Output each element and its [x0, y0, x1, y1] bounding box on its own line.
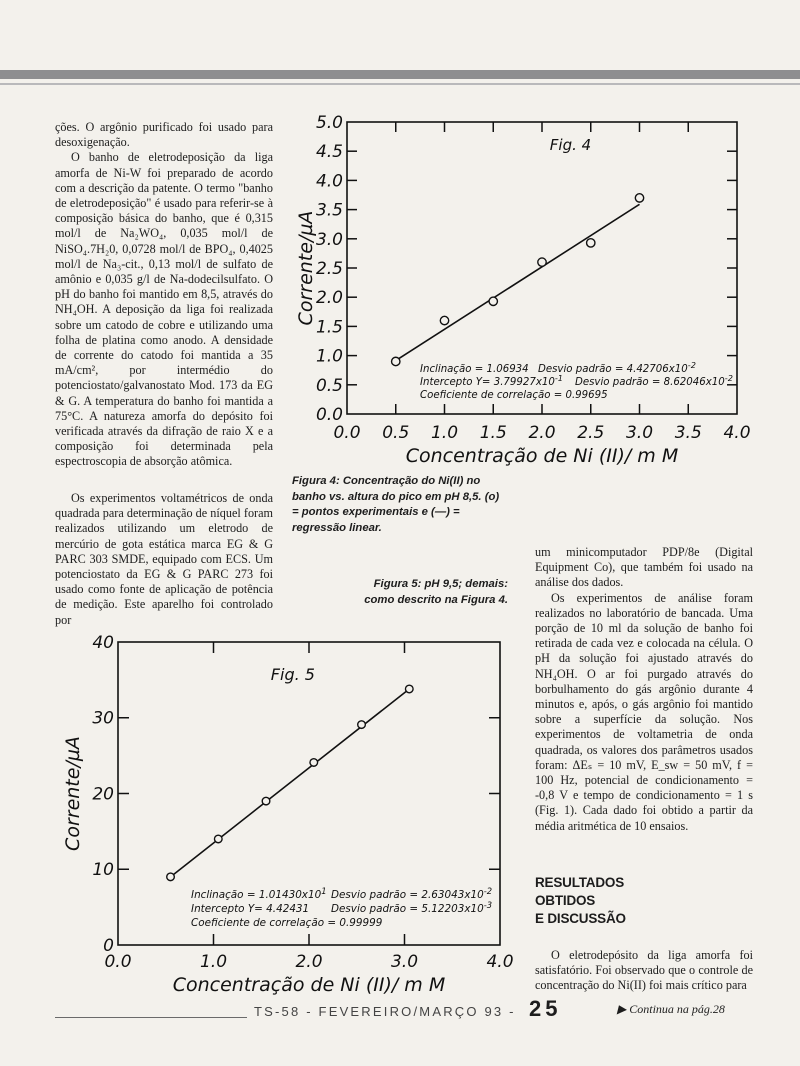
annotation-part: Coeficiente de correlação = 0.99999	[191, 917, 383, 929]
paragraph: Os experimentos voltamétricos de onda quadrada para determinação de níquel foram realizados utilizando um eletrodo de mercúrio de gota estática marca EG & G PARC 303 SMDE, equipado com ECS. Um potenciostato da EG & G PARC 273 foi usado como fonte de aplicação de potência de medição. Este aparelho foi controlado por	[55, 491, 273, 627]
annotation-part: -2	[687, 360, 696, 370]
annotation-part: Intercepto Y= 3.79927x10	[420, 377, 555, 388]
y-tick-label: 5.0	[315, 112, 343, 133]
paragraph: Os experimentos de análise foram realizados no laboratório de bancada. Uma porção de 10 ml da solução de banho foi retirada de cada vez e colocada na célula. O pH da solução foi ajustado através do NH₄OH. O ar foi purgado através do borbulhamento do gás argônio durante 4 minutos e, após, o gás argônio foi mantido sobre a superfície da solução. Nos experimentos de voltametria de onda quadrada, os valores dos parâmetros usados foram: ΔEₛ = 10 mV, E_sw = 50 mV, f = 100 Hz, potencial de condicionamento = -0,8 V e tempo de condicionamento = 1 s (Fig. 1). Cada dado foi obtido a partir da média aritmética de 10 ensaios.	[535, 590, 753, 833]
header-band	[0, 70, 800, 79]
chart-title: Fig. 4	[549, 136, 592, 154]
figure-5-caption: Figura 5: pH 9,5; demais: como descrito na Figura 4.	[364, 578, 508, 606]
x-tick-label: 3.0	[625, 423, 654, 443]
y-tick-label: 1.5	[315, 317, 343, 338]
data-point	[489, 297, 497, 305]
data-point	[262, 797, 270, 805]
paragraph: ções. O argônio purificado foi usado para desoxigenação.	[55, 120, 273, 150]
column-3-text	[535, 545, 753, 834]
y-tick-label: 4.5	[315, 142, 343, 163]
data-point	[392, 357, 400, 365]
column-1-text-continued	[55, 491, 273, 628]
y-tick-label: 2.0	[315, 288, 343, 309]
x-tick-label: 3.5	[674, 423, 702, 443]
paragraph: O eletrodepósito da liga amorfa foi satisfatório. Foi observado que o controle de concentração do Ni(II) foi mais crítico para	[535, 948, 753, 993]
y-tick-label: 10	[92, 860, 114, 881]
data-point	[635, 194, 643, 202]
annotation-part: Desvio padrão = 8.62046x10	[575, 377, 725, 388]
column-1-text	[55, 120, 273, 470]
x-tick-label: 2.5	[577, 423, 605, 443]
annotation-part: -3	[483, 900, 493, 910]
continued-link[interactable]: ▶ Continua na pág.28	[617, 1002, 725, 1016]
regression-annotation	[420, 373, 733, 388]
annotation-part: 1	[321, 886, 327, 896]
regression-line	[396, 204, 640, 360]
figure-5-chart	[55, 630, 525, 998]
regression-annotation	[191, 917, 382, 929]
heading-line: OBTIDOS	[535, 893, 596, 908]
annotation-part: Desvio padrão = 4.42706x10	[538, 364, 688, 375]
chart-title: Fig. 5	[270, 665, 315, 684]
x-tick-label: 1.5	[479, 423, 507, 443]
x-tick-label: 0.0	[104, 952, 132, 972]
y-tick-label: 1.0	[315, 346, 343, 367]
y-axis-label: Corrente/µA	[295, 210, 317, 326]
y-tick-label: 2.5	[315, 258, 343, 279]
data-point	[440, 316, 448, 324]
y-tick-label: 20	[92, 784, 114, 805]
y-tick-label: 0	[103, 935, 114, 956]
y-tick-label: 0.0	[315, 404, 343, 425]
paragraph: um minicomputador PDP/8e (Digital Equipment Co), que também foi usado na análise dos dados.	[535, 545, 753, 590]
figure-5-marks	[167, 685, 492, 929]
regression-annotation	[420, 390, 608, 401]
y-axis-label: Corrente/µA	[62, 736, 84, 851]
data-point	[405, 685, 413, 693]
data-point	[167, 873, 175, 881]
data-point	[538, 258, 546, 266]
figure-4-axes	[295, 113, 751, 467]
x-tick-label: 3.0	[390, 952, 419, 972]
x-tick-label: 0.0	[333, 423, 361, 443]
data-point	[214, 835, 222, 843]
header-band-thin	[0, 83, 800, 85]
x-axis-label: Concentração de Ni (II)/ m M	[172, 974, 446, 996]
data-point	[358, 721, 366, 729]
figure-4-marks	[392, 194, 733, 401]
annotation-part: Inclinação = 1.01430x10	[191, 889, 322, 901]
regression-annotation	[191, 900, 492, 915]
x-axis-label: Concentração de Ni (II)/ m M	[405, 445, 679, 467]
data-point	[310, 759, 318, 767]
x-tick-label: 2.0	[528, 423, 556, 443]
y-tick-label: 3.0	[315, 229, 343, 250]
y-tick-label: 4.0	[315, 171, 343, 192]
regression-line	[171, 689, 410, 877]
x-tick-label: 2.0	[295, 952, 323, 972]
footer-rule	[55, 1017, 247, 1018]
section-heading	[535, 874, 675, 928]
y-tick-label: 40	[92, 632, 114, 653]
regression-annotation	[191, 886, 492, 901]
page-number: 25	[529, 996, 562, 1021]
y-tick-label: 0.5	[315, 375, 343, 396]
heading-line: E DISCUSSÃO	[535, 911, 626, 926]
annotation-part: Desvio padrão = 2.63043x10	[331, 889, 484, 901]
heading-line: RESULTADOS	[535, 875, 624, 890]
annotation-part: Coeficiente de correlação = 0.99695	[420, 390, 608, 401]
annotation-part: Inclinação = 1.06934	[420, 364, 529, 375]
y-tick-label: 3.5	[315, 200, 343, 221]
x-tick-label: 1.0	[430, 423, 459, 443]
footer-text: TS-58 - FEVEREIRO/MARÇO 93 -	[254, 1004, 516, 1019]
annotation-part: -2	[724, 373, 733, 383]
annotation-part: Intercepto Y= 4.42431	[191, 903, 310, 915]
figure-4-caption: Figura 4: Concentração do Ni(II) no banho vs. altura do pico em pH 8,5. (o) = pontos experimentais e (—) = regressão linear.	[292, 475, 500, 534]
annotation-part: Desvio padrão = 5.12203x10	[331, 903, 484, 915]
x-tick-label: 1.0	[199, 952, 228, 972]
x-tick-label: 4.0	[486, 952, 514, 972]
figure-4-chart	[290, 112, 760, 474]
column-3-text-continued	[535, 948, 753, 994]
annotation-part: -2	[483, 886, 493, 896]
annotation-part: -1	[554, 373, 564, 383]
x-tick-label: 4.0	[723, 423, 751, 443]
x-tick-label: 0.5	[382, 423, 410, 443]
data-point	[587, 239, 595, 247]
paragraph: O banho de eletrodeposição da liga amorfa de Ni-W foi preparado de acordo com a descrição da patente. O termo "banho de eletrodeposição" é usado para referir-se à composição básica do banho, que é 0,315 mol/l de Na₂WO₄, 0,035 mol/l de NiSO₄.7H₂0, 0,0728 mol/l de BPO₄, 0,4025 mol/l de Na₃-cit., 0,13 mol/l de sulfato de amônio e 0,035 g/l de Na-dodecilsulfato. O pH do banho foi mantido em 8,5, através do NH₄OH. A deposição da liga foi realizada sobre um catodo de cobre e utilizando uma folha de platina como anodo. A densidade de corrente do catodo foi mantida a 35 mA/cm², por intermédio do potenciostato/galvanostato Mod. 173 da EG & G. A temperatura do banho foi mantida a 75°C. A natureza amorfa do depósito foi verificada através da difração de raio X e a composição foi determinada pela espectroscopia de absorção atômica.	[55, 150, 273, 469]
figure-5-axes	[62, 633, 514, 996]
y-tick-label: 30	[92, 708, 114, 729]
